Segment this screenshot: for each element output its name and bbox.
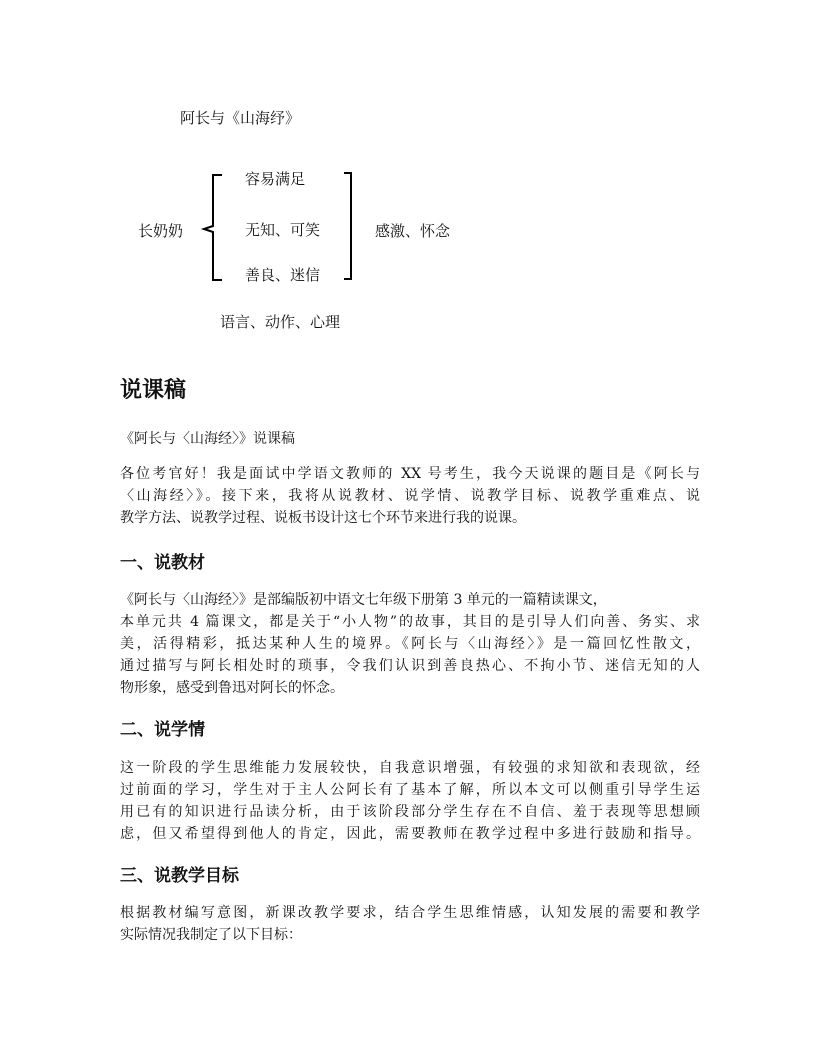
intro-line: 〈山海经〉》。接下来，我将从说教材、说学情、说教学目标、说教学重难点、说: [120, 488, 700, 504]
intro-paragraph: [120, 463, 700, 529]
right-bracket: [344, 173, 351, 279]
paragraph-line: 《阿长与〈山海经〉》是部编版初中语文七年级下册第 3 单元的一篇精读课文，: [120, 592, 607, 608]
board-brackets: [0, 0, 816, 340]
intro-line: 教学方法、说教学过程、说板书设计这七个环节来进行我的说课。: [120, 510, 526, 526]
paragraph-line: 这一阶段的学生思维能力发展较快，自我意识增强，有较强的求知欲和表现欲，经: [120, 760, 700, 776]
paragraph-line: 本单元共 4 篇课文，都是关于“小人物”的故事，其目的是引导人们向善、务实、求: [120, 614, 700, 630]
board-trait-2: 无知、可笑: [245, 221, 321, 239]
board-trait-3: 善良、迷信: [245, 266, 321, 284]
paragraph-line: 用已有的知识进行品读分析，由于该阶段部分学生存在不自信、羞于表现等思想顾: [120, 804, 700, 820]
board-center-label: 长奶奶: [138, 222, 184, 240]
main-title: 说课稿: [120, 378, 187, 403]
board-feeling: 感激、怀念: [375, 222, 451, 240]
subtitle: 《阿长与〈山海经〉》说课稿: [120, 431, 295, 447]
board-methods: 语言、动作、心理: [220, 313, 341, 331]
section-heading-student-analysis: 二、说学情: [120, 720, 205, 740]
section-paragraph-teaching-material: [120, 589, 700, 699]
section-paragraph-student-analysis: [120, 757, 700, 845]
board-title: 阿长与《山海纾》: [180, 109, 301, 127]
section-heading-teaching-goals: 三、说教学目标: [120, 866, 239, 886]
board-trait-1: 容易满足: [245, 170, 306, 188]
paragraph-line: 实际情况我制定了以下目标：: [120, 927, 302, 943]
paragraph-line: 过前面的学习，学生对于主人公阿长有了基本了解，所以本文可以侧重引导学生运: [120, 782, 700, 798]
section-paragraph-teaching-goals: [120, 902, 700, 946]
paragraph-line: 根据教材编写意图，新课改教学要求，结合学生思维情感，认知发展的需要和教学: [120, 905, 700, 921]
paragraph-line: 美，活得精彩，抵达某种人生的境界。《阿长与〈山海经〉》是一篇回忆性散文，: [120, 636, 700, 652]
section-heading-teaching-material: 一、说教材: [120, 553, 205, 573]
paragraph-line: 虑，但又希望得到他人的肯定，因此，需要教师在教学过程中多进行鼓励和指导。: [120, 826, 700, 842]
paragraph-line: 物形象，感受到鲁迅对阿长的怀念。: [120, 680, 344, 696]
intro-line: 各位考官好！我是面试中学语文教师的 XX 号考生，我今天说课的题目是《阿长与: [120, 466, 700, 482]
paragraph-line: 通过描写与阿长相处时的琐事，令我们认识到善良热心、不拘小节、迷信无知的人: [120, 658, 700, 674]
left-brace: [204, 175, 222, 280]
